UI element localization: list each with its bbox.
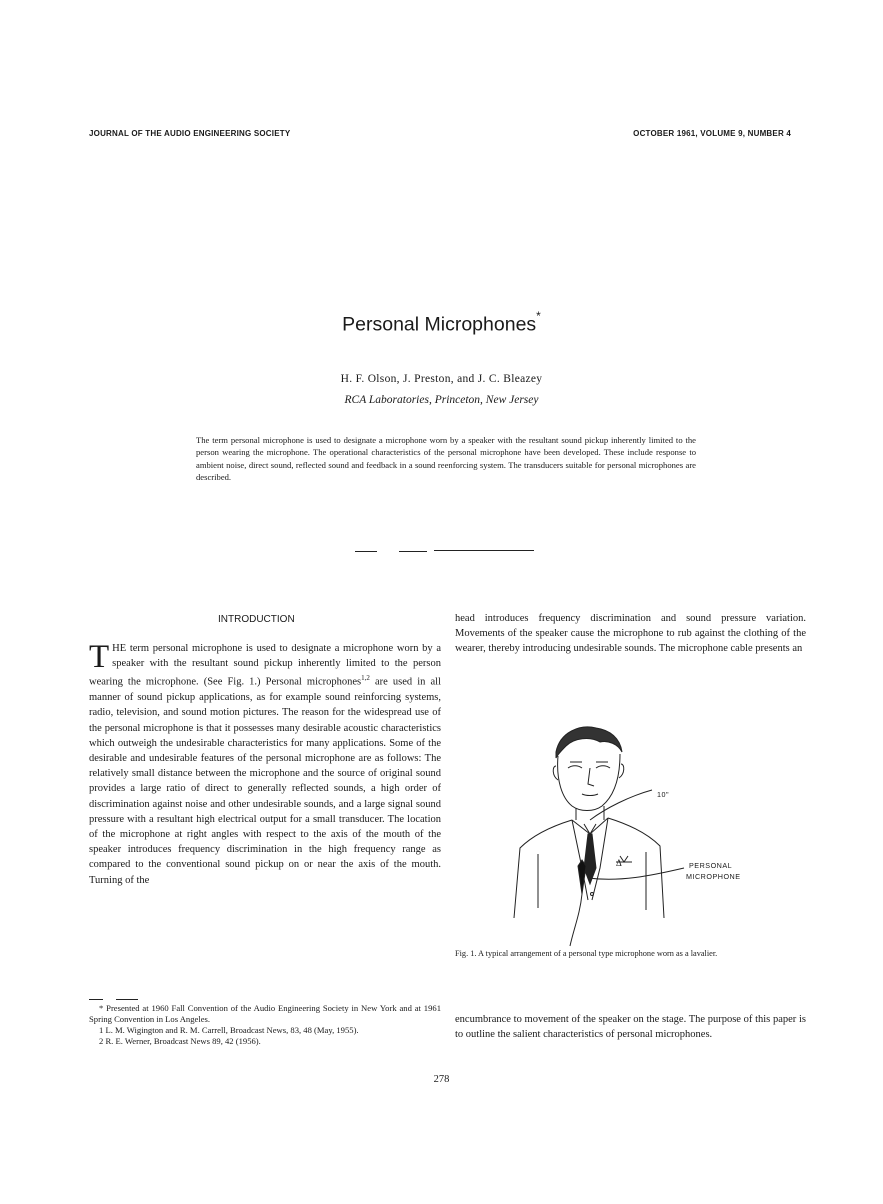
author-line: H. F. Olson, J. Preston, and J. C. Bleazey (340, 373, 543, 385)
footnote-rule-1 (89, 999, 103, 1000)
footnotes (89, 1003, 441, 1047)
abstract: The term personal microphone is used to designate a microphone worn by a speaker with the resultant sound pickup inherently limited to the person wearing the microphone. The operational characteristics of the personal microphone have been developed. These include response to ambient noise, direct sound, reflected sound and feedback in a sound reenforcing system. The transducers suitable for personal microphones are described. (196, 435, 696, 482)
section-heading-introduction: INTRODUCTION (218, 614, 295, 625)
footnote-1: 1 L. M. Wigington and R. M. Carrell, Broadcast News, 83, 48 (May, 1955). (99, 1025, 359, 1035)
figure-mark: Δ (616, 858, 622, 868)
figure-1 (510, 718, 790, 953)
separator-rule-2 (399, 551, 427, 552)
page-number: 278 (433, 1074, 450, 1085)
right-column-text-bottom: encumbrance to movement of the speaker on the stage. The purpose of this paper is to outline the salient characteristics of personal microphones. (455, 1014, 806, 1041)
affiliation: RCA Laboratories, Princeton, New Jersey (344, 394, 539, 406)
right-column-text-top: head introduces frequency discrimination and sound pressure variation. Movements of the speaker cause the microphone to rub against the clothing of the wearer, thereby introducing undesirable sounds. The microphone cable presents an (455, 613, 806, 655)
footnote-presented: * Presented at 1960 Fall Convention of the Audio Engineering Society in New York and at 1961 Spring Convention in Los Angeles. (89, 1003, 441, 1024)
personal-label: PERSONAL (689, 861, 733, 870)
microphone-label: MICROPHONE (686, 872, 741, 881)
footnote-2: 2 R. E. Werner, Broadcast News 89, 42 (1956). (99, 1036, 261, 1046)
footnote-rule-2 (116, 999, 138, 1000)
intro-paragraph-start: HE term personal microphone is used to designate a microphone worn by a speaker with the resultant sound pickup inherently limited to the person wearing the microphone. (See Fig. 1.) Personal microphones (89, 643, 441, 688)
running-header-journal: JOURNAL OF THE AUDIO ENGINEERING SOCIETY (89, 129, 291, 138)
figure-1-caption: Fig. 1. A typical arrangement of a personal type microphone worn as a lavalier. (455, 949, 718, 958)
left-column-text (89, 641, 441, 888)
title-footnote-mark: * (536, 309, 541, 323)
separator-rule-3 (434, 550, 534, 551)
lavalier-illustration (510, 718, 790, 948)
title-text: Personal Microphones (342, 313, 537, 336)
separator-rule-1 (355, 551, 377, 552)
intro-paragraph-rest: are used in all manner of sound pickup applications, as for example sound reinforcing systems, radio, television, and sound motion pictures. The reason for the widespread use of the personal microphone is that it possesses many desirable acoustic characteristics which outweigh the undesirable characteristics for many applications. Some of the desirable and undesirable features of the personal microphone are as follows: The relatively small distance between the microphone and the source of original sound provides a large ratio of direct to generally reflected sounds, a high order of discrimination against noise and other undesirable sounds, and a large signal sound pressure with a resultant high electrical output for a small transducer. The location of the microphone at right angles with respect to the axis of the mouth of the speaker introduces frequency discrimination in the high frequency range as compared to the conventional sound pickup on or near the axis of the mouth. Turning of the (89, 676, 441, 886)
distance-label: 10" (657, 790, 670, 799)
running-header-issue: OCTOBER 1961, VOLUME 9, NUMBER 4 (633, 129, 791, 138)
drop-cap: T (89, 639, 110, 675)
paper-title (0, 309, 883, 337)
reference-marks: 1,2 (361, 674, 370, 683)
